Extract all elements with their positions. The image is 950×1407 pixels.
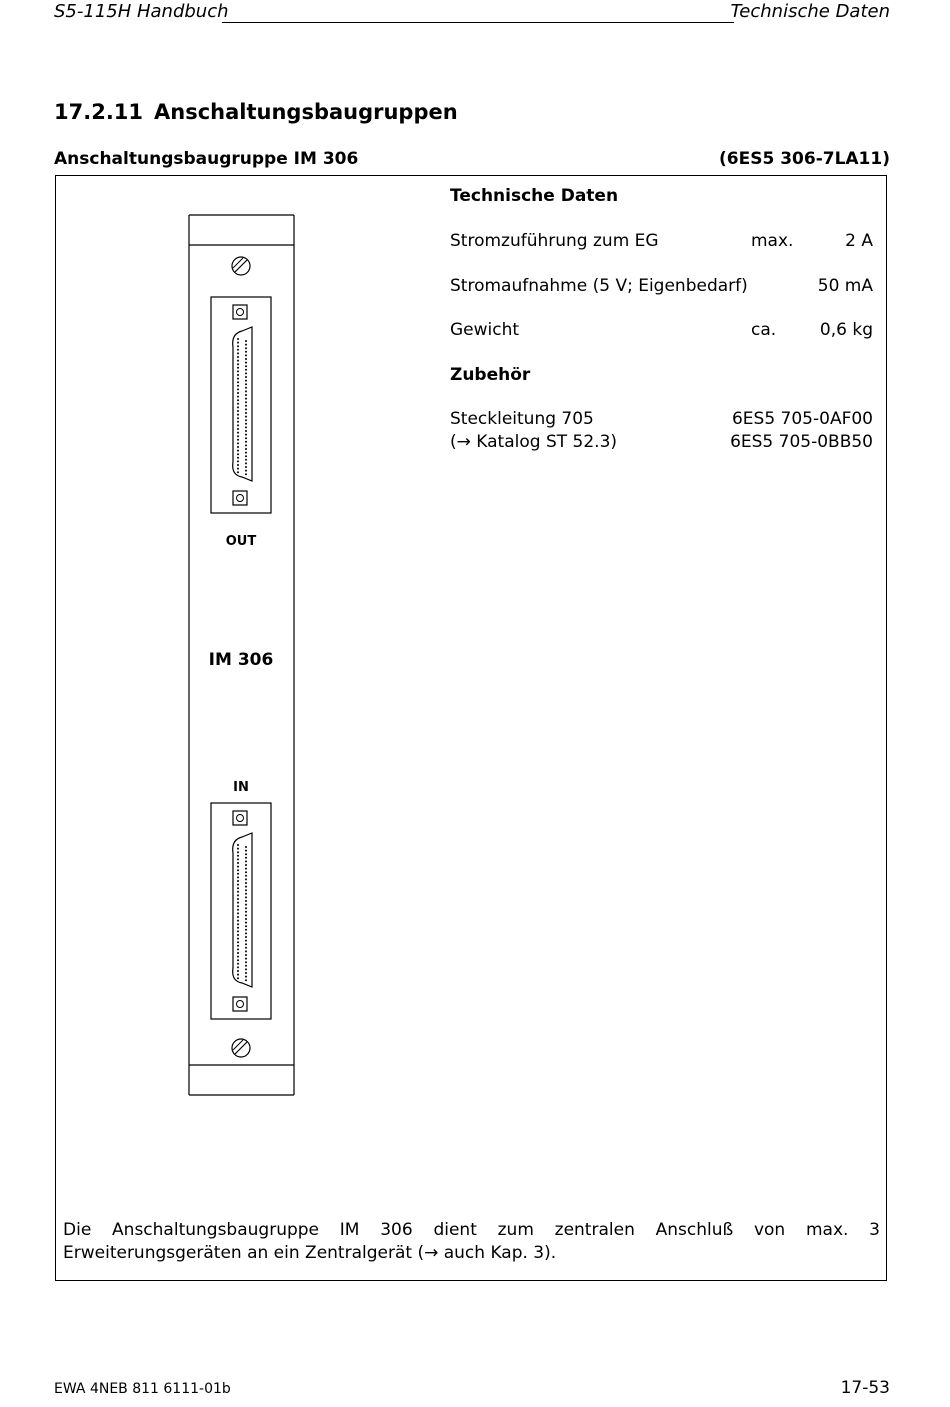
connector-pin: [237, 439, 239, 441]
connector-pin: [237, 424, 239, 426]
connector-pin: [237, 468, 239, 470]
connector-pin: [237, 396, 239, 398]
footer-left: EWA 4NEB 811 6111-01b: [54, 1381, 231, 1397]
connector-pin: [237, 866, 239, 868]
tech-row-label: Stromaufnahme (5 V; Eigenbedarf): [450, 276, 748, 296]
accessory-value: 6ES5 705-0AF00: [731, 409, 873, 429]
tech-row-qualifier: ca.: [751, 320, 777, 340]
connector-pin: [237, 887, 239, 889]
connector-pin: [245, 947, 247, 949]
connector-pin: [245, 900, 247, 902]
connector-pin: [237, 945, 239, 947]
connector-pin: [245, 882, 247, 884]
connector-pin: [245, 925, 247, 927]
connector-pin: [237, 927, 239, 929]
connector-pin: [245, 932, 247, 934]
connector-pin: [237, 891, 239, 893]
tech-row-value: 2 A: [845, 231, 873, 251]
connector-pin: [245, 380, 247, 382]
connector-pin: [245, 372, 247, 374]
connector-pin: [237, 941, 239, 943]
accessory-value: 6ES5 705-0BB50: [730, 432, 873, 452]
connector-pin: [245, 387, 247, 389]
connector-pin: [237, 392, 239, 394]
connector-pin: [237, 385, 239, 387]
connector-pin: [237, 963, 239, 965]
connector-pin: [237, 869, 239, 871]
connector-pin: [245, 455, 247, 457]
module-label: IM 306: [208, 650, 274, 670]
connector-pin: [237, 912, 239, 914]
connector-pin: [245, 929, 247, 931]
connector-pin: [245, 466, 247, 468]
connector-pin: [245, 860, 247, 862]
connector-pin: [237, 848, 239, 850]
connector-pin: [237, 406, 239, 408]
connector-pin: [237, 410, 239, 412]
connector-pin: [237, 381, 239, 383]
connector-pin: [245, 922, 247, 924]
connector-pin: [245, 950, 247, 952]
connector-pin: [237, 873, 239, 875]
connector-pin: [245, 954, 247, 956]
connector-pin: [245, 878, 247, 880]
connector-pin: [237, 417, 239, 419]
connector-pin: [245, 868, 247, 870]
connector-pin: [237, 938, 239, 940]
connector-pin: [245, 434, 247, 436]
connector-pin: [245, 907, 247, 909]
connector-pin: [237, 442, 239, 444]
connector-pin: [237, 920, 239, 922]
connector-pin: [245, 976, 247, 978]
connector-pin: [245, 416, 247, 418]
header-right: Technische Daten: [730, 1, 890, 22]
connector-pin: [237, 923, 239, 925]
connector-pin: [245, 904, 247, 906]
connector-pin: [237, 959, 239, 961]
connector-pin: [237, 916, 239, 918]
connector-pin: [237, 460, 239, 462]
connector-pin: [245, 846, 247, 848]
connector-pin: [245, 408, 247, 410]
connector-pin: [245, 968, 247, 970]
tech-row-label: Stromzuführung zum EG: [450, 231, 659, 251]
connector-pin: [245, 459, 247, 461]
accessories-heading: Zubehör: [450, 365, 531, 385]
connector-pin: [245, 347, 247, 349]
out-connector-icon: [211, 297, 271, 513]
connector-pin: [245, 412, 247, 414]
connector-pin: [245, 441, 247, 443]
connector-pin: [245, 344, 247, 346]
connector-pin: [245, 875, 247, 877]
connector-pin: [245, 886, 247, 888]
connector-pin: [237, 446, 239, 448]
connector-pin: [237, 414, 239, 416]
connector-pin: [237, 905, 239, 907]
screw-top-icon: [232, 257, 250, 275]
out-label: OUT: [225, 534, 257, 549]
connector-pin: [237, 851, 239, 853]
connector-pin: [237, 948, 239, 950]
connector-pin: [237, 974, 239, 976]
connector-pin: [237, 844, 239, 846]
connector-pin: [245, 423, 247, 425]
connector-pin: [237, 421, 239, 423]
connector-pin: [245, 401, 247, 403]
connector-pin: [237, 360, 239, 362]
connector-pin: [237, 403, 239, 405]
connector-pin: [237, 338, 239, 340]
connector-pin: [237, 388, 239, 390]
connector-pin: [237, 966, 239, 968]
connector-pin: [237, 970, 239, 972]
connector-pin: [237, 432, 239, 434]
connector-pin: [237, 898, 239, 900]
connector-pin: [237, 363, 239, 365]
connector-pin: [237, 862, 239, 864]
connector-pin: [237, 977, 239, 979]
tech-row-value: 50 mA: [817, 276, 873, 296]
connector-pin: [245, 419, 247, 421]
connector-pin: [245, 473, 247, 475]
connector-pin: [245, 961, 247, 963]
connector-pin: [245, 437, 247, 439]
connector-pin: [245, 448, 247, 450]
connector-pin: [245, 383, 247, 385]
tech-row-value: 0,6 kg: [819, 320, 873, 340]
connector-pin: [237, 457, 239, 459]
module-order-number: (6ES5 306-7LA11): [719, 149, 890, 169]
connector-pin: [237, 471, 239, 473]
connector-pin: [245, 426, 247, 428]
tech-row-qualifier: max.: [751, 231, 794, 251]
connector-pin: [245, 893, 247, 895]
in-label: IN: [233, 780, 249, 795]
connector-pin: [237, 374, 239, 376]
connector-pin: [245, 850, 247, 852]
connector-pin: [245, 979, 247, 981]
section-number: 17.2.11: [54, 100, 144, 124]
connector-pin: [245, 936, 247, 938]
section-title: Anschaltungsbaugruppen: [154, 100, 458, 124]
connector-pin: [245, 864, 247, 866]
connector-pin: [245, 943, 247, 945]
connector-pin: [237, 428, 239, 430]
connector-pin: [237, 934, 239, 936]
module-name: Anschaltungsbaugruppe IM 306: [54, 149, 359, 169]
connector-pin: [237, 858, 239, 860]
connector-pin: [245, 462, 247, 464]
connector-pin: [237, 370, 239, 372]
module-description: Die Anschaltungsbaugruppe IM 306 dient zum zentralen Anschluß von max. 3 Erweiterungsgeräten an ein Zentralgerät (→ auch Kap. 3).: [63, 1220, 880, 1263]
accessory-label: Steckleitung 705: [450, 409, 594, 429]
connector-pin: [237, 367, 239, 369]
connector-pin: [245, 853, 247, 855]
connector-pin: [237, 352, 239, 354]
connector-pin: [237, 902, 239, 904]
connector-pin: [237, 909, 239, 911]
connector-pin: [245, 918, 247, 920]
connector-pin: [237, 342, 239, 344]
connector-pin: [245, 965, 247, 967]
connector-pin: [245, 369, 247, 371]
connector-pin: [237, 855, 239, 857]
front-panel-drawing: [180, 210, 305, 1105]
connector-pin: [245, 940, 247, 942]
in-connector-icon: [211, 803, 271, 1019]
connector-pin: [237, 450, 239, 452]
connector-pin: [245, 470, 247, 472]
connector-pin: [245, 911, 247, 913]
connector-pin: [245, 857, 247, 859]
connector-pin: [245, 444, 247, 446]
connector-pin: [245, 896, 247, 898]
accessory-label: (→ Katalog ST 52.3): [450, 432, 618, 452]
connector-pin: [237, 880, 239, 882]
connector-pin: [245, 914, 247, 916]
connector-pin: [245, 889, 247, 891]
connector-pin: [245, 398, 247, 400]
connector-pin: [245, 390, 247, 392]
connector-pin: [237, 356, 239, 358]
connector-pin: [237, 884, 239, 886]
connector-pin: [245, 430, 247, 432]
page-number: 17-53: [840, 1378, 890, 1398]
connector-pin: [245, 405, 247, 407]
connector-pin: [245, 365, 247, 367]
connector-pin: [245, 351, 247, 353]
header-rule: [222, 22, 734, 23]
connector-pin: [245, 972, 247, 974]
connector-pin: [237, 464, 239, 466]
connector-pin: [245, 394, 247, 396]
connector-pin: [237, 345, 239, 347]
connector-pin: [237, 435, 239, 437]
connector-pin: [237, 453, 239, 455]
connector-pin: [237, 894, 239, 896]
tech-row-label: Gewicht: [450, 320, 520, 340]
connector-pin: [237, 399, 239, 401]
connector-pin: [237, 930, 239, 932]
connector-pin: [245, 340, 247, 342]
connector-pin: [245, 958, 247, 960]
connector-pin: [245, 452, 247, 454]
tech-data-heading: Technische Daten: [450, 186, 619, 206]
header-left: S5-115H Handbuch: [54, 1, 229, 22]
connector-pin: [245, 354, 247, 356]
connector-pin: [237, 378, 239, 380]
connector-pin: [237, 349, 239, 351]
connector-pin: [245, 362, 247, 364]
connector-pin: [245, 358, 247, 360]
connector-pin: [245, 871, 247, 873]
connector-pin: [237, 876, 239, 878]
connector-pin: [237, 952, 239, 954]
screw-bottom-icon: [232, 1039, 250, 1057]
connector-pin: [237, 956, 239, 958]
connector-pin: [245, 376, 247, 378]
